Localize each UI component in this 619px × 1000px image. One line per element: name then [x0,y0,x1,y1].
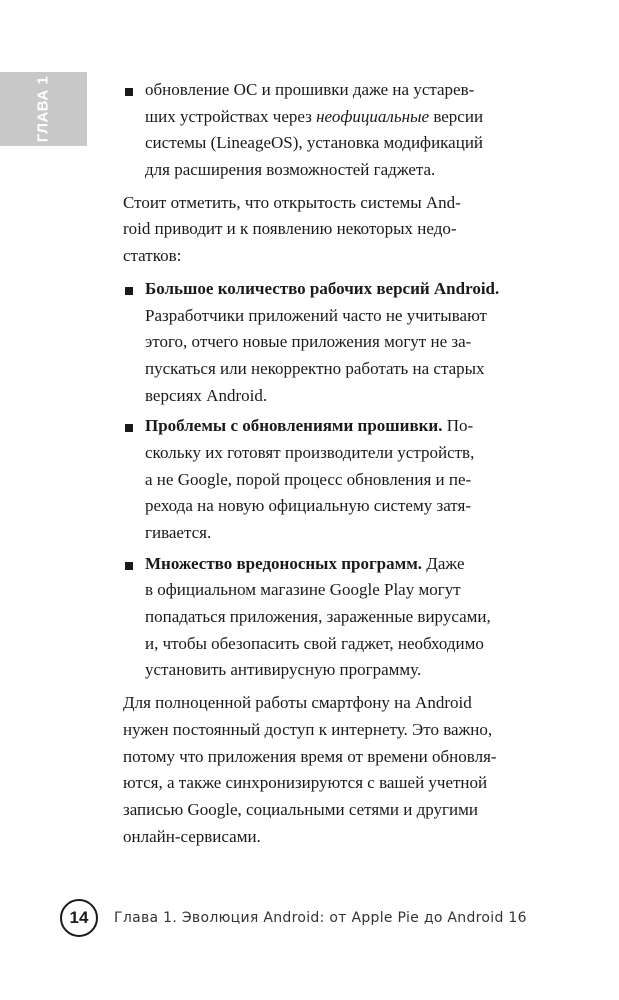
text-line [145,104,540,131]
bullet-item-updates [123,413,540,546]
text-line: Разработчики приложений часто не учитывают [145,305,487,325]
text-line: в официальном магазине Google Play могут [145,580,461,600]
text-line: ются, а также синхронизируются с вашей учетной [123,773,488,793]
bold-heading: Проблемы с обновлениями прошивки. [145,416,443,436]
text-line: а не Google, порой процесс обновления и пе- [145,469,472,489]
paragraph-openness [123,190,540,270]
text-line: Для полноценной работы смартфону на Android [123,693,472,713]
text-line: потому что приложения время от времени обновля- [123,746,497,766]
text-line [145,413,540,440]
bold-heading: Большое количество рабочих версий Android. [145,278,500,298]
page-content [123,77,540,856]
bullet-list-drawbacks [123,276,540,684]
text-line: статков: [123,246,182,266]
bullet-item-malware [123,551,540,684]
text-line: гивается. [145,523,212,542]
italic-term: неофициальные [316,106,430,126]
text-line: онлайн-сервисами. [123,826,261,846]
text-span: По- [442,416,474,436]
bold-heading: Множество вредоносных программ. [145,553,423,573]
page-footer [60,898,527,938]
text-span: версии [429,106,484,126]
text-line: этого, отчего новые приложения могут не за- [145,332,472,352]
text-line: Стоит отметить, что открытость системы And- [123,192,461,212]
paragraph-internet [123,690,540,850]
bullet-item-os-update [123,77,540,184]
text-line: версиях Android. [145,385,268,405]
chapter-tab [0,72,87,146]
text-line [145,551,540,578]
text-line: установить антивирусную программу. [145,660,422,680]
text-line: скольку их готовят производители устройств, [145,442,475,462]
text-line: для расширения возможностей гаджета. [145,160,436,180]
running-title: Глава 1. Эволюция Android: от Apple Pie до Android 16 [114,910,527,926]
bullet-list-top [123,77,540,184]
chapter-tab-label: ГЛАВА 1 [34,75,52,143]
text-line: пускаться или некорректно работать на старых [145,358,485,378]
text-line: roid приводит и к появлению некоторых недо- [123,219,457,239]
text-line: нужен постоянный доступ к интернету. Это важно, [123,719,493,739]
text-line: записью Google, социальными сетями и другими [123,799,478,819]
text-span: ших устройствах через [145,106,317,126]
text-span: Даже [422,553,465,573]
text-line: и, чтобы обезопасить свой гаджет, необходимо [145,633,484,653]
page-number-badge: 14 [60,899,98,937]
text-line: рехода на новую официальную систему затя- [145,496,471,516]
text-line: системы (LineageOS), установка модификаций [145,133,484,153]
bullet-item-fragmentation [123,276,540,409]
text-line: обновление ОС и прошивки даже на устарев- [145,80,475,99]
text-line: попадаться приложения, зараженные вирусами, [145,607,491,627]
